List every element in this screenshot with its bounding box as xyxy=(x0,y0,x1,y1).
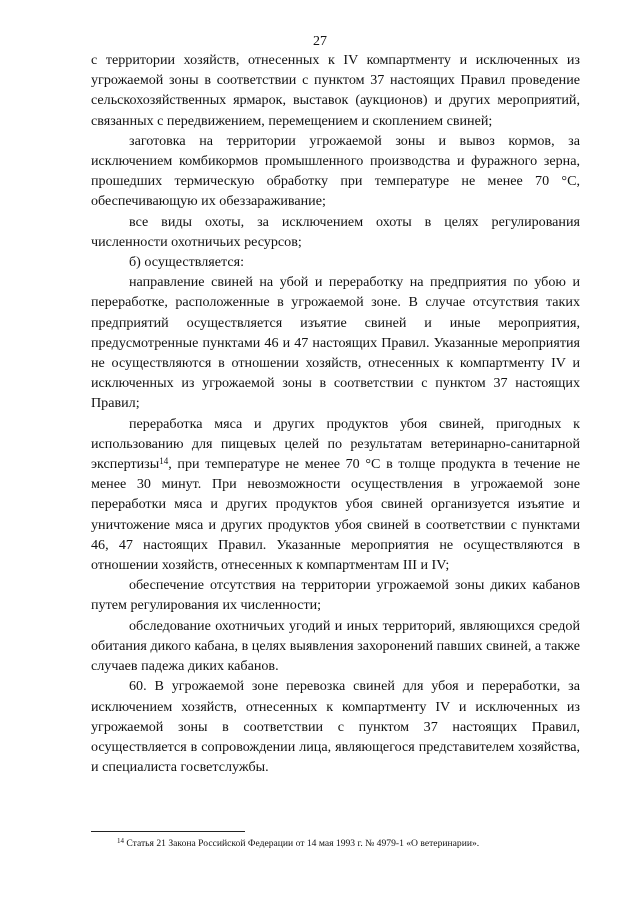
page-number: 27 xyxy=(313,34,327,49)
paragraph-wild-boars: обеспечение отсутствия на территории угрожаемой зоны диких кабанов путем регулирования их численности; xyxy=(91,577,580,614)
paragraph-subheading-b: б) осуществляется: xyxy=(129,254,245,271)
footnote-text: Статья 21 Закона Российской Федерации от 14 мая 1993 г. № 4979-1 «О ветеринарии». xyxy=(124,838,480,849)
paragraph-inspection: обследование охотничьих угодий и иных территорий, являющихся средой обитания дикого кабана, в целях выявления захоронений павших свиней, а также случаев падежа диких кабанов. xyxy=(91,617,580,675)
paragraph-feed-procurement: заготовка на территории угрожаемой зоны и вывоз кормов, за исключением комбикормов промышленного производства и фуражного зерна, прошедших термическую обработку при температуре не менее 70 °С, обеспечивающую их обеззараживание; xyxy=(91,132,580,210)
meat-processing-text-end: , при температуре не менее 70 °С в толще продукта в течение не менее 30 минут. При невозможности осуществления в угрожаемой зоне переработки мяса и других продуктов убоя свиней организуется изъятие и уничтожение мяса и других продуктов убоя свиней в соответствии с пунктами 46, 47 настоящих Правил. Указанные мероприятия не осуществляются в отношении хозяйств, отнесенных к компартментам III и IV; xyxy=(91,456,580,574)
paragraph-continuation: с территории хозяйств, отнесенных к IV компартменту и исключенных из угрожаемой зоны в соответствии с пунктом 37 настоящих Правил проведение сельскохозяйственных ярмарок, выставок (аукционов) и других мероприятий, связанных с передвижением, перемещением и скоплением свиней; xyxy=(91,52,580,129)
document-body xyxy=(91,50,580,777)
paragraph-hunting: все виды охоты, за исключением охоты в целях регулирования численности охотничьих ресурсов; xyxy=(91,213,580,250)
footnote-reference: 14 xyxy=(159,456,169,467)
footnote-divider xyxy=(91,831,245,832)
paragraph-meat-processing xyxy=(91,414,580,576)
paragraph-60: 60. В угрожаемой зоне перевозка свиней для убоя и переработки, за исключением хозяйств, отнесенных к компартменту IV и исключенных из угрожаемой зоны в соответствии с пунктом 37 настоящих Правил, осуществляется в сопровождении лица, являющегося представителем хозяйства, и специалиста госветслужбы. xyxy=(91,678,580,776)
meat-processing-text-start: переработка мяса и других продуктов убоя свиней, пригодных к использованию для пищевых целей по результатам ветеринарно-санитарной экспертизы xyxy=(91,415,580,473)
footnote-mark: 14 xyxy=(117,837,124,845)
paragraph-slaughter: направление свиней на убой и переработку на предприятия по убою и переработке, расположенные в угрожаемой зоне. В случае отсутствия таких предприятий осуществляется изъятие свиней и иные мероприятия, предусмотренные пунктами 46 и 47 настоящих Правил. Указанные мероприятия не осуществляются в отношении хозяйств, отнесенных к компартменту IV и исключенных из угрожаемой зоны в соответствии с пунктом 37 настоящих Правил; xyxy=(91,274,580,412)
footnote xyxy=(117,838,587,850)
